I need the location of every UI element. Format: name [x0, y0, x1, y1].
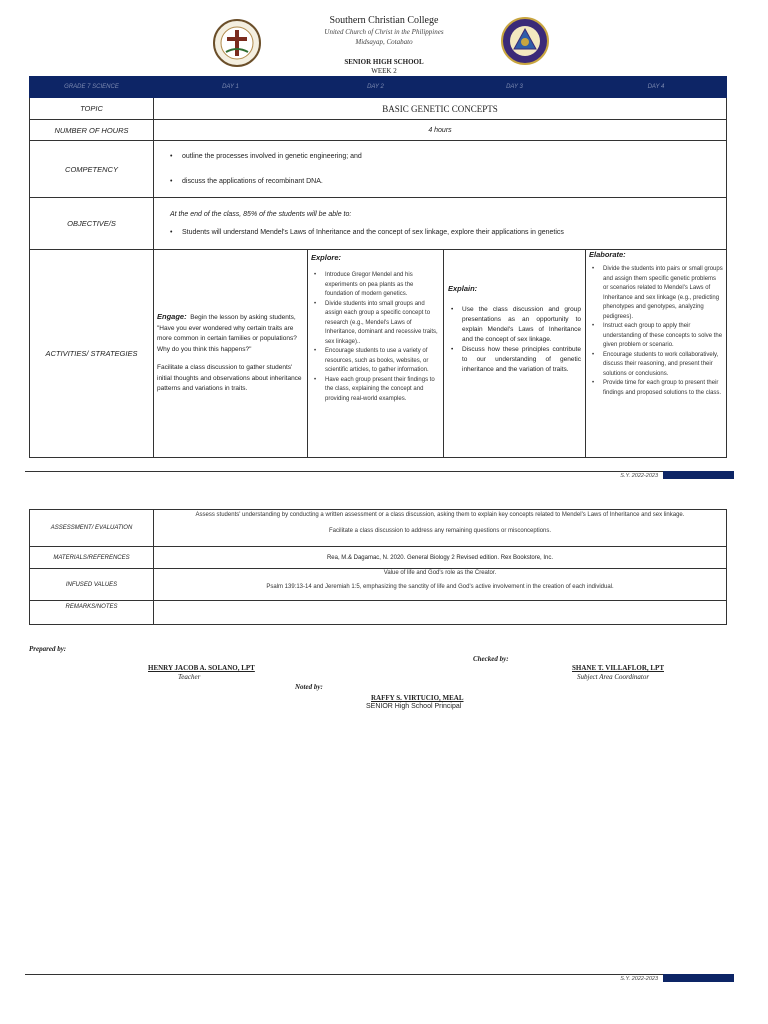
- explore-heading: Explore:: [311, 253, 342, 262]
- header-day-3: DAY 3: [444, 77, 586, 98]
- assessment-table: [29, 509, 727, 625]
- affiliation-text: United Church of Christ in the Philippines: [324, 28, 444, 36]
- activities-row: [30, 250, 727, 458]
- explain-cell: [444, 250, 586, 458]
- explain-item: • Use the class discussion and group presentations as an opportunity to explain Mendel's Laws of Inheritance and the concept of sex linkage.: [448, 305, 581, 345]
- checked-by-label: Checked by:: [473, 655, 509, 663]
- competency-label: COMPETENCY: [30, 141, 154, 198]
- department-title: SENIOR HIGH SCHOOL: [344, 58, 424, 66]
- header-day-1: DAY 1: [154, 77, 308, 98]
- materials-row: [30, 547, 727, 569]
- principal-name: RAFFY S. VIRTUCIO, MEAL: [371, 694, 464, 702]
- hours-row: [30, 120, 727, 141]
- assessment-text-2: Facilitate a class discussion to address any remaining questions or misconceptions.: [328, 528, 552, 534]
- elaborate-list: [589, 265, 723, 398]
- explain-item: • Discuss how these principles contribute to our understanding of genetic inheritance and the variation of traits.: [448, 345, 581, 375]
- engage-paragraph-1: [157, 312, 304, 355]
- objectives-label: OBJECTIVE/S: [30, 198, 154, 250]
- hours-value: 4 hours: [154, 120, 727, 141]
- materials-label: MATERIALS/REFERENCES: [30, 547, 154, 569]
- explain-list: [448, 305, 581, 375]
- topic-row: [30, 98, 727, 120]
- competency-row: [30, 141, 727, 198]
- explore-cell: [308, 250, 444, 458]
- footer-accent-bar-2: [663, 974, 734, 982]
- assessment-text-1: Assess students' understanding by conducting a written assessment or a class discussion, asking them to explain key concepts related to Mendel's Laws of Inheritance and sex linkage.: [195, 512, 685, 518]
- engage-text-2: Facilitate a class discussion to gather students' initial thoughts and observations about inheritance patterns and variations in traits.: [157, 364, 302, 393]
- objective-item: • Students will understand Mendel's Laws of Inheritance and the concept of sex linkage, explore their applications in genetics: [154, 229, 726, 236]
- elaborate-item: • Divide the students into pairs or small groups and assign them specific genetic problems or scenarios related to Mendel's Laws of Inheritance and sex linkage (e.g., predicting phenotypes and genotypes, analyzing pedigrees).: [589, 265, 723, 322]
- explore-item: • Encourage students to use a variety of resources, such as books, websites, or scientific articles, to gather information.: [311, 347, 440, 376]
- remarks-value: [154, 601, 727, 625]
- activities-label: ACTIVITIES/ STRATEGIES: [30, 250, 154, 458]
- header-subject: GRADE 7 SCIENCE: [30, 77, 154, 98]
- topic-value: BASIC GENETIC CONCEPTS: [154, 98, 727, 120]
- values-text-1: Value of life and God's role as the Creator.: [383, 570, 497, 576]
- elaborate-cell: [586, 250, 727, 458]
- remarks-label: REMARKS/NOTES: [30, 601, 154, 625]
- values-cell: [154, 569, 727, 601]
- footer-school-year-2: S.Y. 2022-2023: [620, 976, 658, 982]
- noted-by-label: Noted by:: [295, 683, 323, 691]
- engage-heading: Engage:: [157, 312, 187, 322]
- table-header-row: [30, 77, 727, 98]
- hours-label: NUMBER OF HOURS: [30, 120, 154, 141]
- explore-item: • Introduce Gregor Mendel and his experiments on pea plants as the foundation of modern genetics.: [311, 271, 440, 300]
- coordinator-name: SHANE T. VILLAFLOR, LPT: [572, 664, 664, 672]
- competency-item: • discuss the applications of recombinant DNA.: [154, 178, 726, 185]
- footer-school-year: S.Y. 2022-2023: [620, 473, 658, 479]
- explore-item: • Have each group present their findings to the class, explaining the concept and providing real-world examples.: [311, 376, 440, 405]
- objectives-row: [30, 198, 727, 250]
- topic-label: TOPIC: [30, 98, 154, 120]
- values-row: [30, 569, 727, 601]
- elaborate-item: • Instruct each group to apply their understanding of these concepts to solve the given problem or scenario.: [589, 322, 723, 351]
- competency-list: [154, 153, 726, 185]
- shs-seal-logo: [500, 16, 550, 66]
- competency-cell: [154, 141, 727, 198]
- competency-item: • outline the processes involved in genetic engineering; and: [154, 153, 726, 160]
- lesson-plan-table: [29, 76, 727, 458]
- values-text-2: Psalm 139:13-14 and Jeremiah 1:5, emphasizing the sanctity of life and God's active involvement in the creation of each individual.: [266, 584, 614, 590]
- explore-item: • Divide students into small groups and assign each group a specific concept to research (e.g., Mendel's Laws of Inheritance, dominant and recessive traits, sex linkage)..: [311, 300, 440, 348]
- week-label: WEEK 2: [371, 67, 397, 75]
- principal-role: SENIOR High School Principal: [366, 703, 462, 710]
- objectives-intro: At the end of the class, 85% of the students will be able to:: [170, 211, 352, 218]
- materials-value: Rea, M.& Dagamac, N. 2020. General Biology 2 Revised edition. Rex Bookstore, Inc.: [154, 547, 727, 569]
- elaborate-item: • Provide time for each group to present their findings and proposed solutions to the class.: [589, 379, 723, 398]
- location-text: Midsayap, Cotabato: [355, 38, 413, 46]
- footer-accent-bar: [663, 471, 734, 479]
- engage-text-1: Begin the lesson by asking students, "Have you ever wondered why certain traits are more common in certain families or populations? Why do you think this happens?": [157, 314, 297, 353]
- school-affiliation: [270, 27, 498, 47]
- engage-cell: [154, 250, 308, 458]
- header-day-4: DAY 4: [586, 77, 727, 98]
- explore-list: [311, 271, 440, 404]
- prepared-by-label: Prepared by:: [29, 645, 67, 653]
- footer-divider-2: [25, 974, 665, 975]
- objectives-list: [154, 229, 726, 236]
- elaborate-item: • Encourage students to work collaboratively, discuss their reasoning, and present their solutions or conclusions.: [589, 351, 723, 380]
- objectives-cell: [154, 198, 727, 250]
- assessment-label: ASSESSMENT/ EVALUATION: [30, 510, 154, 547]
- header-day-2: DAY 2: [308, 77, 444, 98]
- values-label: INFUSED VALUES: [30, 569, 154, 601]
- teacher-name: HENRY JACOB A. SOLANO, LPT: [148, 664, 255, 672]
- footer-divider: [25, 471, 665, 472]
- school-name: Southern Christian College: [329, 15, 439, 26]
- remarks-row: [30, 601, 727, 625]
- assessment-cell: [154, 510, 727, 547]
- coordinator-role: Subject Area Coordinator: [577, 673, 650, 681]
- elaborate-heading: Elaborate:: [589, 250, 626, 259]
- school-seal-logo: [212, 18, 262, 68]
- assessment-row: [30, 510, 727, 547]
- explain-heading: Explain:: [448, 284, 478, 293]
- engage-block: [157, 312, 304, 395]
- teacher-role: Teacher: [178, 673, 201, 681]
